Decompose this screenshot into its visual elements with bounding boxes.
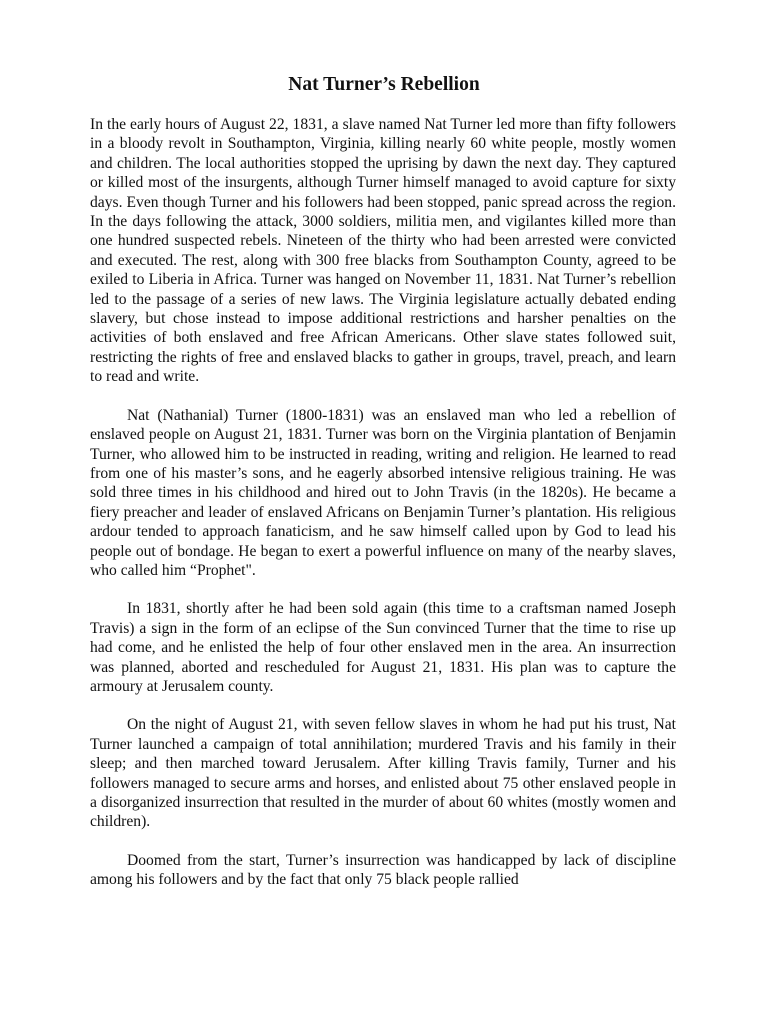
page-title: Nat Turner’s Rebellion [288, 74, 480, 95]
paragraph-doomed: Doomed from the start, Turner’s insurrection was handicapped by lack of discipline among his followers and by the fact that only 75 black people rallied [90, 851, 676, 889]
paragraph-night-of-revolt: On the night of August 21, with seven fellow slaves in whom he had put his trust, Nat Turner launched a campaign of total annihilation; murdered Travis and his family in their sleep; and then marched toward Jerusalem. After killing Travis family, Turner and his followers managed to secure arms and horses, and enlisted about 75 other enslaved people in a disorganized insurrection that resulted in the murder of about 60 whites (mostly women and children). [90, 716, 676, 831]
paragraph-summary: In the early hours of August 22, 1831, a slave named Nat Turner led more than fifty followers in a bloody revolt in Southampton, Virginia, killing nearly 60 white people, mostly women and children. The local authorities stopped the uprising by dawn the next day. They captured or killed most of the insurgents, although Turner himself managed to avoid capture for sixty days. Even though Turner and his followers had been stopped, panic spread across the region. In the days following the attack, 3000 soldiers, militia men, and vigilantes killed more than one hundred suspected rebels. Nineteen of the thirty who had been arrested were convicted and executed. The rest, along with 300 free blacks from Southampton County, agreed to be exiled to Liberia in Africa. Turner was hanged on November 11, 1831. Nat Turner’s rebellion led to the passage of a series of new laws. The Virginia legislature actually debated ending slavery, but chose instead to impose additional restrictions and harsher penalties on the activities of both enslaved and free African Americans. Other slave states followed suit, restricting the rights of free and enslaved blacks to gather in groups, travel, preach, and learn to read and write. [90, 116, 676, 386]
document-body [90, 115, 676, 909]
paragraph-eclipse-sign: In 1831, shortly after he had been sold again (this time to a craftsman named Joseph Travis) a sign in the form of an eclipse of the Sun convinced Turner that the time to rise up had come, and he enlisted the help of four other enslaved men in the area. An insurrection was planned, aborted and rescheduled for August 21, 1831. His plan was to capture the armoury at Jerusalem county. [90, 600, 676, 695]
paragraph-biography: Nat (Nathanial) Turner (1800-1831) was an enslaved man who led a rebellion of enslaved people on August 21, 1831. Turner was born on the Virginia plantation of Benjamin Turner, who allowed him to be instructed in reading, writing and religion. He learned to read from one of his master’s sons, and he eagerly absorbed intensive religious training. He was sold three times in his childhood and hired out to John Travis (in the 1820s). He became a fiery preacher and leader of enslaved Africans on Benjamin Turner’s plantation. His religious ardour tended to approach fanaticism, and he saw himself called upon by God to lead his people out of bondage. He began to exert a powerful influence on many of the nearby slaves, who called him “Prophet". [90, 406, 676, 579]
